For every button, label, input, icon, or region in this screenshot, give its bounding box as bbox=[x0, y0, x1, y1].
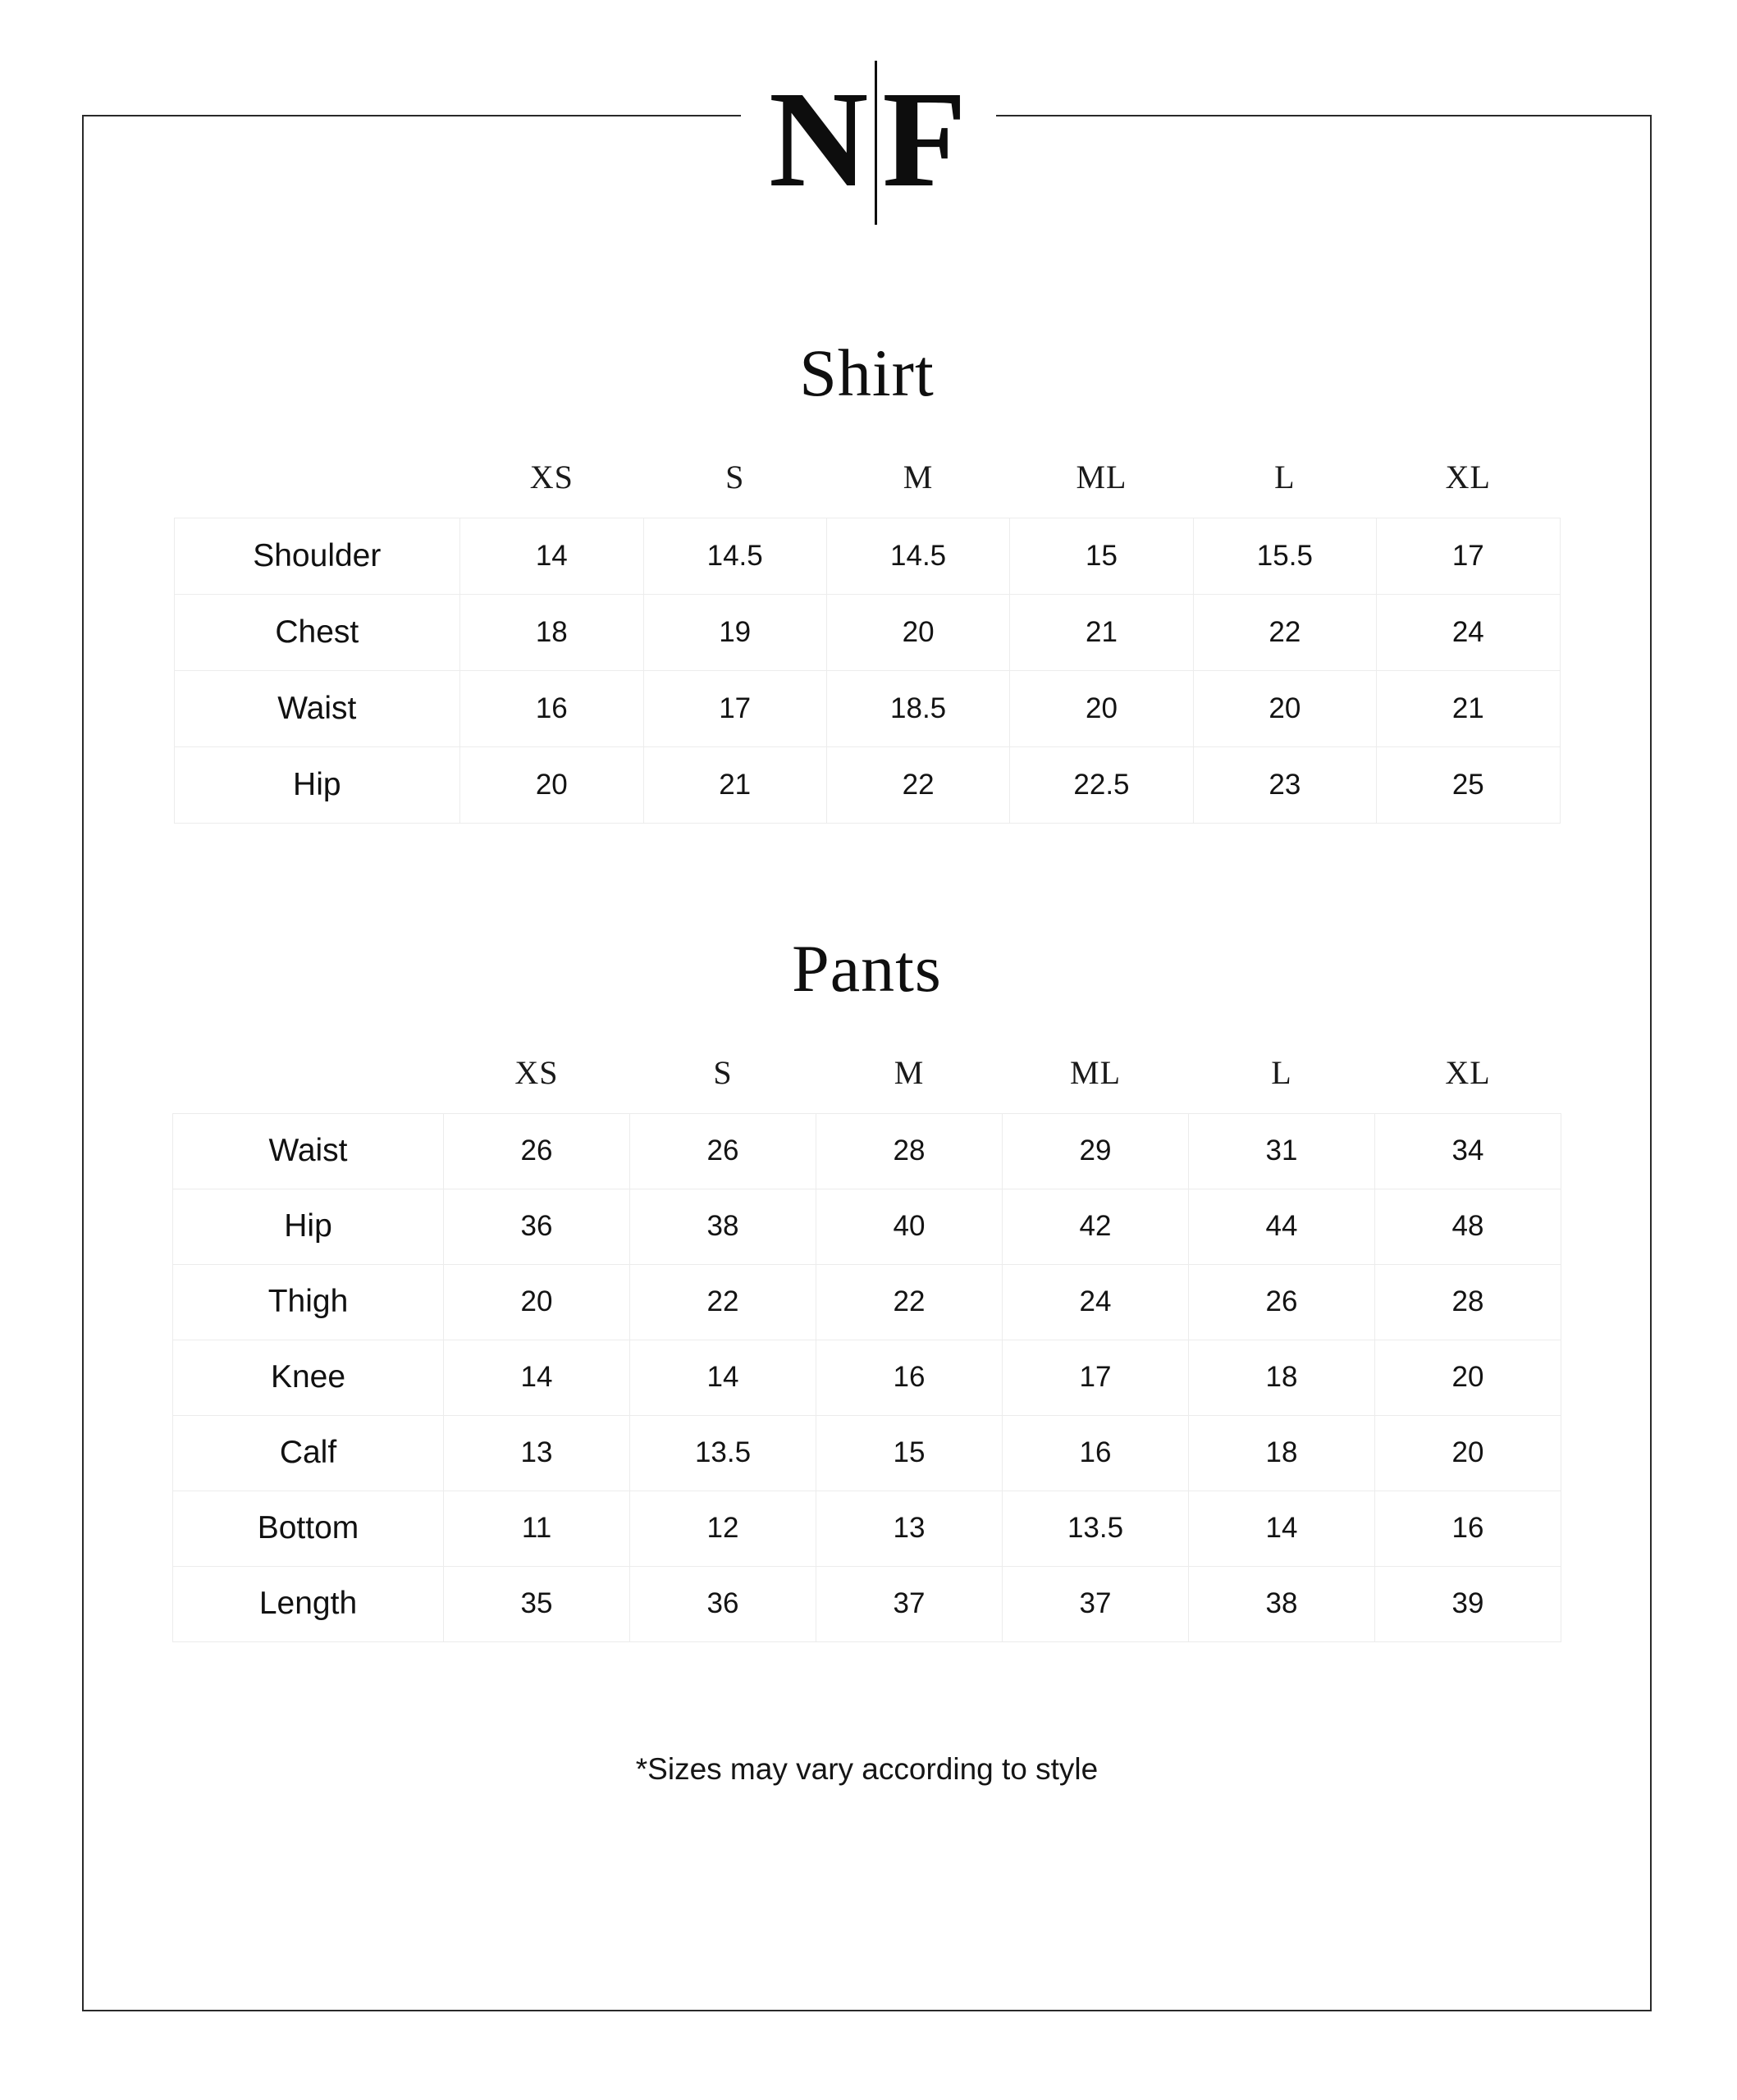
pants-row-label-bottom: Bottom bbox=[173, 1491, 444, 1566]
shirt-corner-cell bbox=[174, 457, 460, 518]
footnote-text: *Sizes may vary according to style bbox=[635, 1751, 1099, 1786]
pants-bottom-xs: 11 bbox=[444, 1491, 630, 1566]
pants-row-label-calf: Calf bbox=[173, 1415, 444, 1491]
pants-knee-m: 16 bbox=[816, 1340, 1003, 1415]
shirt-shoulder-xl: 17 bbox=[1377, 518, 1560, 594]
shirt-col-header-ml: ML bbox=[1076, 458, 1127, 495]
table-row bbox=[173, 1113, 1561, 1189]
shirt-header-row bbox=[174, 457, 1560, 518]
shirt-chest-l: 22 bbox=[1193, 594, 1376, 670]
pants-knee-xs: 14 bbox=[444, 1340, 630, 1415]
pants-col-header-xl: XL bbox=[1445, 1053, 1491, 1091]
pants-knee-l: 18 bbox=[1189, 1340, 1375, 1415]
pants-calf-xs: 13 bbox=[444, 1415, 630, 1491]
shirt-hip-ml: 22.5 bbox=[1010, 746, 1193, 823]
shirt-waist-ml: 20 bbox=[1010, 670, 1193, 746]
shirt-col-header-l: L bbox=[1274, 458, 1296, 495]
shirt-shoulder-l: 15.5 bbox=[1193, 518, 1376, 594]
pants-size-table bbox=[172, 1052, 1561, 1642]
pants-row-label-waist: Waist bbox=[173, 1113, 444, 1189]
shirt-section-title: Shirt bbox=[799, 336, 935, 410]
pants-col-header-m: M bbox=[894, 1053, 925, 1091]
pants-calf-l: 18 bbox=[1189, 1415, 1375, 1491]
shirt-row-label-shoulder: Shoulder bbox=[174, 518, 460, 594]
pants-header-row bbox=[173, 1052, 1561, 1114]
table-row bbox=[174, 594, 1560, 670]
brand-logo-letter-f: F bbox=[882, 63, 968, 216]
table-row bbox=[173, 1264, 1561, 1340]
shirt-hip-l: 23 bbox=[1193, 746, 1376, 823]
pants-length-ml: 37 bbox=[1003, 1566, 1189, 1641]
shirt-shoulder-m: 14.5 bbox=[826, 518, 1009, 594]
pants-row-label-knee: Knee bbox=[173, 1340, 444, 1415]
pants-bottom-xl: 16 bbox=[1375, 1491, 1561, 1566]
pants-table-body bbox=[173, 1113, 1561, 1641]
pants-hip-xl: 48 bbox=[1375, 1189, 1561, 1264]
shirt-hip-s: 21 bbox=[643, 746, 826, 823]
pants-waist-xl: 34 bbox=[1375, 1113, 1561, 1189]
pants-col-header-xs: XS bbox=[514, 1053, 559, 1091]
shirt-col-header-s: S bbox=[725, 458, 745, 495]
pants-hip-l: 44 bbox=[1189, 1189, 1375, 1264]
pants-col-header-l: L bbox=[1271, 1053, 1292, 1091]
shirt-row-label-chest: Chest bbox=[174, 594, 460, 670]
pants-length-l: 38 bbox=[1189, 1566, 1375, 1641]
pants-thigh-xs: 20 bbox=[444, 1264, 630, 1340]
shirt-col-header-m: M bbox=[903, 458, 934, 495]
pants-calf-m: 15 bbox=[816, 1415, 1003, 1491]
pants-hip-ml: 42 bbox=[1003, 1189, 1189, 1264]
table-row bbox=[174, 518, 1560, 594]
table-row bbox=[173, 1566, 1561, 1641]
shirt-chest-xs: 18 bbox=[460, 594, 643, 670]
pants-thigh-ml: 24 bbox=[1003, 1264, 1189, 1340]
pants-hip-s: 38 bbox=[630, 1189, 816, 1264]
pants-thigh-s: 22 bbox=[630, 1264, 816, 1340]
shirt-waist-s: 17 bbox=[643, 670, 826, 746]
pants-calf-xl: 20 bbox=[1375, 1415, 1561, 1491]
shirt-waist-l: 20 bbox=[1193, 670, 1376, 746]
pants-waist-ml: 29 bbox=[1003, 1113, 1189, 1189]
table-row bbox=[174, 746, 1560, 823]
shirt-hip-m: 22 bbox=[826, 746, 1009, 823]
shirt-col-header-xl: XL bbox=[1445, 458, 1491, 495]
table-row bbox=[174, 670, 1560, 746]
pants-waist-s: 26 bbox=[630, 1113, 816, 1189]
pants-bottom-m: 13 bbox=[816, 1491, 1003, 1566]
table-row bbox=[173, 1189, 1561, 1264]
shirt-table-head bbox=[174, 457, 1560, 518]
shirt-size-table bbox=[174, 457, 1561, 824]
shirt-hip-xl: 25 bbox=[1377, 746, 1560, 823]
pants-length-m: 37 bbox=[816, 1566, 1003, 1641]
pants-row-label-thigh: Thigh bbox=[173, 1264, 444, 1340]
pants-thigh-m: 22 bbox=[816, 1264, 1003, 1340]
shirt-waist-m: 18.5 bbox=[826, 670, 1009, 746]
shirt-row-label-waist: Waist bbox=[174, 670, 460, 746]
pants-waist-l: 31 bbox=[1189, 1113, 1375, 1189]
pants-knee-xl: 20 bbox=[1375, 1340, 1561, 1415]
pants-hip-m: 40 bbox=[816, 1189, 1003, 1264]
pants-bottom-s: 12 bbox=[630, 1491, 816, 1566]
table-row bbox=[173, 1340, 1561, 1415]
shirt-shoulder-ml: 15 bbox=[1010, 518, 1193, 594]
shirt-chest-m: 20 bbox=[826, 594, 1009, 670]
shirt-shoulder-xs: 14 bbox=[460, 518, 643, 594]
pants-col-header-ml: ML bbox=[1070, 1053, 1121, 1091]
pants-table-head bbox=[173, 1052, 1561, 1114]
pants-length-xl: 39 bbox=[1375, 1566, 1561, 1641]
brand-logo-letter-n: N bbox=[769, 63, 871, 216]
pants-bottom-ml: 13.5 bbox=[1003, 1491, 1189, 1566]
shirt-chest-ml: 21 bbox=[1010, 594, 1193, 670]
pants-thigh-xl: 28 bbox=[1375, 1264, 1561, 1340]
pants-length-s: 36 bbox=[630, 1566, 816, 1641]
pants-length-xs: 35 bbox=[444, 1566, 630, 1641]
pants-corner-cell bbox=[173, 1052, 444, 1114]
pants-col-header-s: S bbox=[713, 1053, 733, 1091]
shirt-hip-xs: 20 bbox=[460, 746, 643, 823]
shirt-chest-s: 19 bbox=[643, 594, 826, 670]
shirt-shoulder-s: 14.5 bbox=[643, 518, 826, 594]
pants-knee-s: 14 bbox=[630, 1340, 816, 1415]
shirt-col-header-xs: XS bbox=[529, 458, 574, 495]
shirt-row-label-hip: Hip bbox=[174, 746, 460, 823]
pants-hip-xs: 36 bbox=[444, 1189, 630, 1264]
table-row bbox=[173, 1415, 1561, 1491]
shirt-waist-xl: 21 bbox=[1377, 670, 1560, 746]
shirt-waist-xs: 16 bbox=[460, 670, 643, 746]
pants-calf-ml: 16 bbox=[1003, 1415, 1189, 1491]
pants-waist-m: 28 bbox=[816, 1113, 1003, 1189]
chart-content bbox=[82, 115, 1652, 2011]
pants-calf-s: 13.5 bbox=[630, 1415, 816, 1491]
table-row bbox=[173, 1491, 1561, 1566]
pants-knee-ml: 17 bbox=[1003, 1340, 1189, 1415]
pants-section-title: Pants bbox=[792, 930, 942, 1006]
pants-row-label-hip: Hip bbox=[173, 1189, 444, 1264]
pants-bottom-l: 14 bbox=[1189, 1491, 1375, 1566]
pants-waist-xs: 26 bbox=[444, 1113, 630, 1189]
shirt-chest-xl: 24 bbox=[1377, 594, 1560, 670]
pants-row-label-length: Length bbox=[173, 1566, 444, 1641]
pants-thigh-l: 26 bbox=[1189, 1264, 1375, 1340]
shirt-table-body bbox=[174, 518, 1560, 823]
